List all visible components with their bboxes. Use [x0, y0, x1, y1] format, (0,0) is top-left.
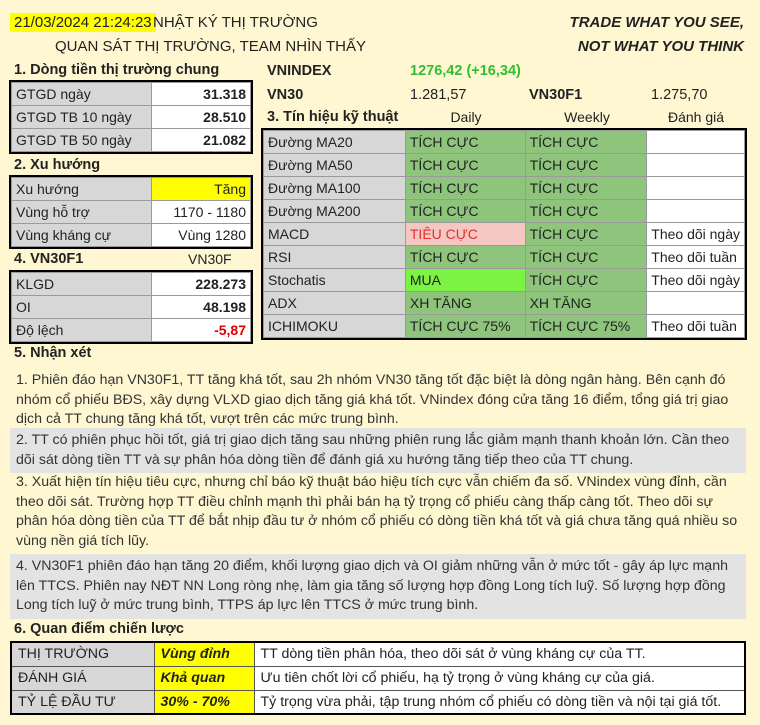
- signal-daily: TÍCH CỰC: [405, 200, 525, 223]
- comment-item-3: 3. Xuất hiện tín hiệu tiêu cực, nhưng chỉ báo kỹ thuật báo hiệu tích cực vẫn chiếm đa số. VNindex vùng đỉnh, cần theo dõi sát. Trường hợp TT điều chỉnh mạnh thì phải bán hạ tỷ trọng cổ phiếu càng thấp càng tốt. Theo dõi sự phân hóa dòng tiền của TT để bắt nhịp đầu tư ở nhóm cổ phiếu có dòng tiền khá tốt và giá chưa tăng quá nhiều so vùng nền giá tích lũy.: [16, 474, 738, 549]
- signal-eval: Theo dõi tuần: [647, 246, 745, 269]
- signal-weekly: TÍCH CỰC: [525, 200, 647, 223]
- motto-line-2: NOT WHAT YOU THINK: [577, 38, 744, 55]
- signal-name: Đường MA20: [264, 131, 406, 154]
- table-row: [12, 83, 251, 106]
- klgd-label: KLGD: [12, 273, 152, 296]
- strategy-note: TT dòng tiền phân hóa, theo dõi sát ở vùng kháng cự của TT.: [254, 642, 745, 666]
- strategy-value: Khả quan: [154, 666, 254, 690]
- comment-item-2: 2. TT có phiên phục hồi tốt, giá trị giao dịch tăng sau những phiên rung lắc giảm mạnh thanh khoản lớn. Cần theo dõi sát dòng tiền TT và sự phân hóa dòng tiền để đánh giá xu hướng tăng tiếp theo của TT chung.: [10, 428, 746, 473]
- table-row: [264, 177, 745, 200]
- table-row: [11, 690, 745, 714]
- table-row: [264, 223, 745, 246]
- signal-eval: Theo dõi tuần: [647, 315, 745, 338]
- signal-eval: Theo dõi ngày: [647, 223, 745, 246]
- signal-daily: TÍCH CỰC: [405, 154, 525, 177]
- table-row: [12, 178, 251, 201]
- oi-label: OI: [12, 296, 152, 319]
- signal-daily: TÍCH CỰC 75%: [405, 315, 525, 338]
- signal-eval: Theo dõi ngày: [647, 269, 745, 292]
- vn30f1-index-label: VN30F1: [529, 87, 583, 103]
- table-row: [12, 224, 251, 247]
- col-daily-header: Daily: [450, 109, 482, 125]
- signal-name: ICHIMOKU: [264, 315, 406, 338]
- vn30f1-code: VN30F: [188, 251, 232, 267]
- report-subtitle: QUAN SÁT THỊ TRƯỜNG, TEAM NHÌN THẤY: [55, 38, 366, 55]
- table-row: [264, 131, 745, 154]
- strategy-value: 30% - 70%: [154, 690, 254, 714]
- vn30f1-index-value: 1.275,70: [651, 87, 708, 103]
- signal-name: Đường MA50: [264, 154, 406, 177]
- signal-weekly: TÍCH CỰC: [525, 223, 647, 246]
- strategy-label: TỶ LỆ ĐẦU TƯ: [11, 690, 154, 714]
- signal-weekly: TÍCH CỰC: [525, 269, 647, 292]
- strategy-value: Vùng đỉnh: [154, 642, 254, 666]
- comments-heading: 5. Nhận xét: [14, 345, 92, 361]
- report-datetime: 21/03/2024 21:24:23: [10, 13, 156, 32]
- support-label: Vùng hỗ trợ: [12, 201, 152, 224]
- klgd-value: 228.273: [152, 273, 251, 296]
- col-weekly-header: Weekly: [564, 109, 610, 125]
- signal-eval: [647, 292, 745, 315]
- resistance-value: Vùng 1280: [152, 224, 251, 247]
- signals-heading: 3. Tín hiệu kỹ thuật: [267, 109, 399, 125]
- table-row: [12, 129, 251, 152]
- comment-item-1: 1. Phiên đáo hạn VN30F1, TT tăng khá tốt, sau 2h nhóm VN30 tăng tốt đặc biệt là dòng ngân hàng. Bên cạnh đó nhóm cổ phiếu BĐS, xây dựng VLXD giao dịch tăng giá khá tốt. VNindex đóng cửa tăng 16 điểm, tổng giá trị giao dịch cả TT chung tăng khá tốt, vượt trên các mức trung bình.: [16, 372, 729, 427]
- table-row: [264, 200, 745, 223]
- support-value: 1170 - 1180: [152, 201, 251, 224]
- table-row: [11, 666, 745, 690]
- report-title: NHẬT KÝ THỊ TRƯỜNG: [153, 14, 318, 31]
- signal-daily: XH TĂNG: [405, 292, 525, 315]
- trend-table: [11, 177, 251, 247]
- cashflow-label: GTGD TB 10 ngày: [12, 106, 152, 129]
- cashflow-label: GTGD TB 50 ngày: [12, 129, 152, 152]
- oi-value: 48.198: [152, 296, 251, 319]
- table-row: [12, 201, 251, 224]
- signal-name: MACD: [264, 223, 406, 246]
- signal-daily: TIÊU CỰC: [405, 223, 525, 246]
- cashflow-label: GTGD ngày: [12, 83, 152, 106]
- vn30-label: VN30: [267, 87, 304, 103]
- signal-name: ADX: [264, 292, 406, 315]
- table-row: [12, 296, 251, 319]
- cashflow-heading: 1. Dòng tiền thị trường chung: [14, 62, 220, 78]
- signal-eval: [647, 177, 745, 200]
- signal-eval: [647, 131, 745, 154]
- signal-daily: TÍCH CỰC: [405, 131, 525, 154]
- signal-weekly: TÍCH CỰC: [525, 177, 647, 200]
- resistance-label: Vùng kháng cự: [12, 224, 152, 247]
- strategy-label: ĐÁNH GIÁ: [11, 666, 154, 690]
- table-row: [12, 319, 251, 342]
- strategy-label: THỊ TRƯỜNG: [11, 642, 154, 666]
- comment-item-4: 4. VN30F1 phiên đáo hạn tăng 20 điểm, khối lượng giao dịch và OI giảm những vẫn ở mức tốt - gây áp lực mạnh lên TTCS. Phiên nay NĐT NN Long ròng nhẹ, làm gia tăng số lượng hợp đồng Long tích luỹ. Số lượng hợp đồng Long tích luỹ ở mức trung bình, TTPS áp lực lên TTCS ở mức trung bình.: [10, 554, 746, 619]
- cashflow-value: 28.510: [152, 106, 251, 129]
- signal-name: Đường MA100: [264, 177, 406, 200]
- vn30-value: 1.281,57: [410, 87, 467, 103]
- trend-value: Tăng: [152, 178, 251, 201]
- strategy-heading: 6. Quan điểm chiến lược: [14, 621, 184, 637]
- signal-weekly: TÍCH CỰC: [525, 131, 647, 154]
- table-row: [264, 315, 745, 338]
- cashflow-table: [11, 82, 251, 152]
- trend-heading: 2. Xu hướng: [14, 157, 101, 173]
- cashflow-value: 31.318: [152, 83, 251, 106]
- strategy-table: [10, 641, 746, 715]
- signal-weekly: TÍCH CỰC: [525, 154, 647, 177]
- strategy-note: Ưu tiên chốt lời cổ phiếu, hạ tỷ trọng ở vùng kháng cự của giá.: [254, 666, 745, 690]
- motto-line-1: TRADE WHAT YOU SEE,: [569, 14, 744, 31]
- table-row: [264, 246, 745, 269]
- table-row: [12, 273, 251, 296]
- strategy-note: Tỷ trọng vừa phải, tập trung nhóm cổ phiếu có dòng tiền và nội tại giá tốt.: [254, 690, 745, 714]
- vnindex-value: 1276,42 (+16,34): [410, 63, 521, 79]
- signal-daily: TÍCH CỰC: [405, 177, 525, 200]
- vn30f1-table: [11, 272, 251, 342]
- deviation-label: Độ lệch: [12, 319, 152, 342]
- signal-eval: [647, 200, 745, 223]
- col-eval-header: Đánh giá: [667, 109, 725, 125]
- signal-daily: MUA: [405, 269, 525, 292]
- signal-name: Stochatis: [264, 269, 406, 292]
- vnindex-label: VNINDEX: [267, 63, 332, 79]
- signal-weekly: TÍCH CỰC 75%: [525, 315, 647, 338]
- vn30f1-heading: 4. VN30F1: [14, 251, 84, 267]
- signal-name: RSI: [264, 246, 406, 269]
- cashflow-value: 21.082: [152, 129, 251, 152]
- table-row: [264, 292, 745, 315]
- table-row: [11, 642, 745, 666]
- signals-table: [263, 130, 745, 338]
- signal-eval: [647, 154, 745, 177]
- signal-weekly: XH TĂNG: [525, 292, 647, 315]
- signal-weekly: TÍCH CỰC: [525, 246, 647, 269]
- signal-daily: TÍCH CỰC: [405, 246, 525, 269]
- signal-name: Đường MA200: [264, 200, 406, 223]
- table-row: [12, 106, 251, 129]
- table-row: [264, 154, 745, 177]
- trend-label: Xu hướng: [12, 178, 152, 201]
- deviation-value: -5,87: [152, 319, 251, 342]
- table-row: [264, 269, 745, 292]
